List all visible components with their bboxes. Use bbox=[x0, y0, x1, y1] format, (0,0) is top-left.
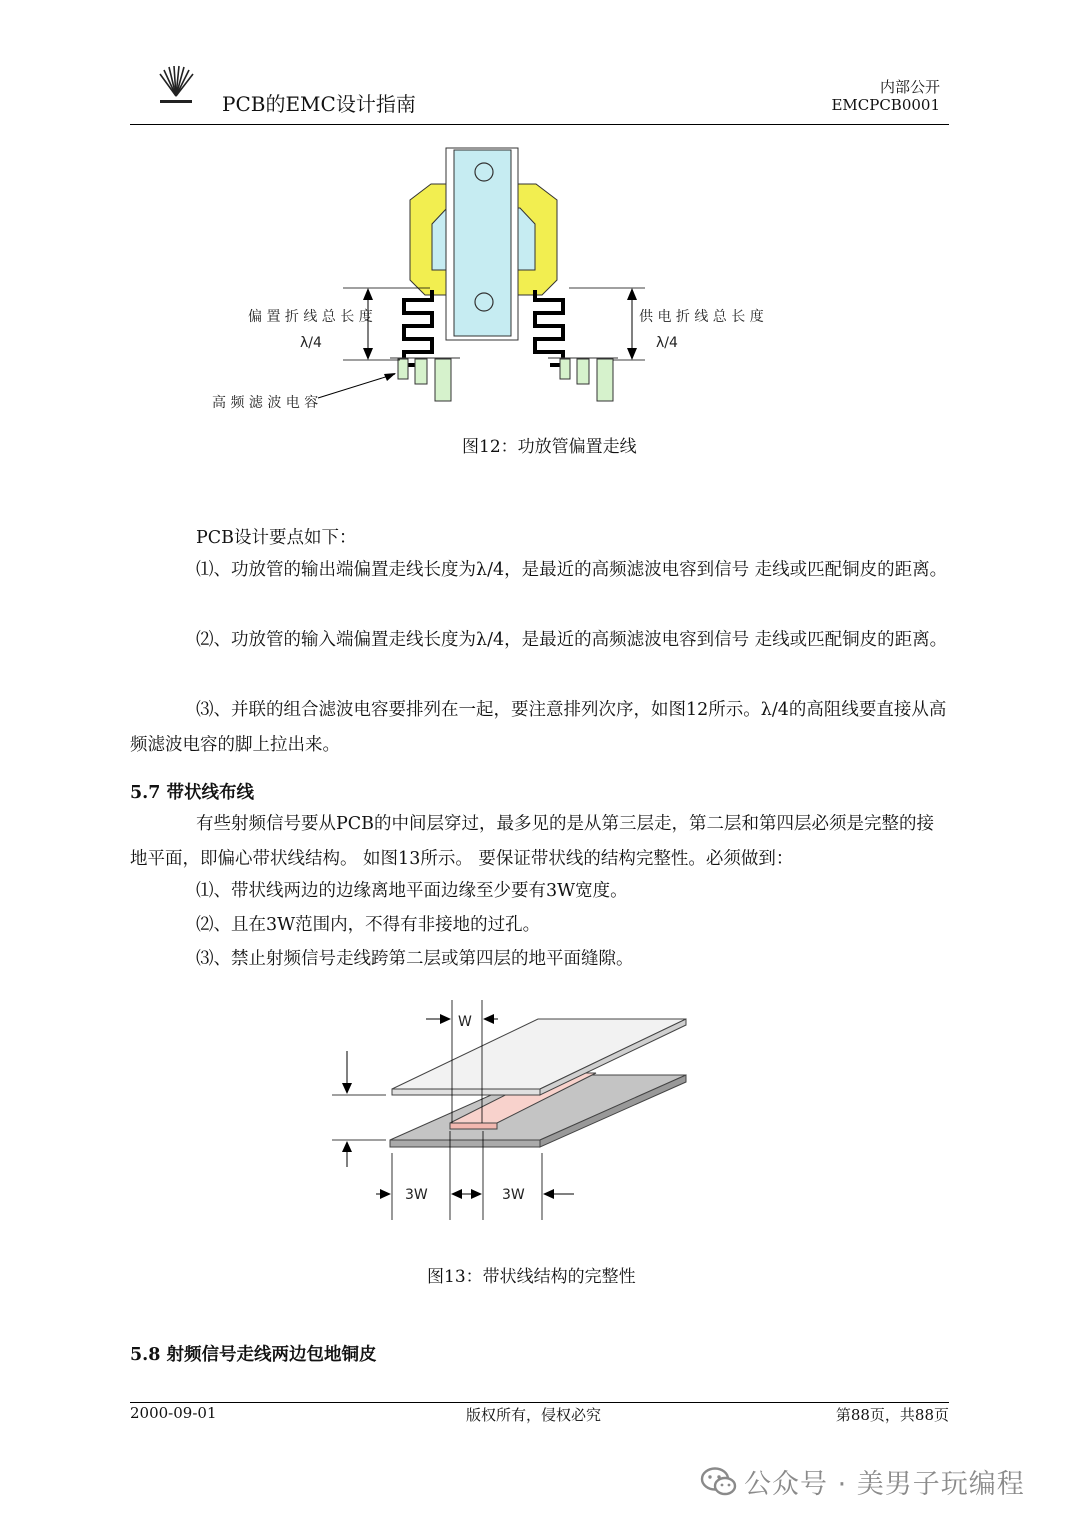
watermark-text: 公众号 · 美男子玩编程 bbox=[744, 1469, 1025, 1500]
section-5-7-heading: 5.7 带状线布线 bbox=[130, 783, 255, 803]
figure-12-caption: 图12：功放管偏置走线 bbox=[462, 437, 637, 457]
bias-length-label: 偏 置 折 线 总 长 度 bbox=[248, 309, 373, 325]
3w-left-label: 3W bbox=[405, 1187, 428, 1203]
section-5-7-point-1: ⑴、带状线两边的边缘离地平面边缘至少要有3W宽度。 bbox=[196, 881, 628, 901]
supply-meander-trace bbox=[535, 290, 563, 365]
figure-13-caption: 图13：带状线结构的完整性 bbox=[427, 1267, 636, 1287]
point-3: ⑶、并联的组合滤波电容要排列在一起，要注意排列次序，如图12所示。λ/4的高阻线要直接从高频滤波电容的脚上拉出来。 bbox=[130, 700, 947, 755]
document-code: EMCPCB0001 bbox=[831, 96, 940, 114]
wechat-icon bbox=[700, 1466, 738, 1498]
bias-meander-trace bbox=[404, 290, 432, 365]
section-5-7-text: 有些射频信号要从PCB的中间层穿过，最多见的是从第三层走，第二层和第四层必须是完整的接地平面，即偏心带状线结构。 如图13所示。 要保证带状线的结构完整性。必须做到： bbox=[130, 814, 935, 869]
supply-lambda-label: λ/4 bbox=[656, 335, 678, 351]
section-5-7-point-3: ⑶、禁止射频信号走线跨第二层或第四层的地平面缝隙。 bbox=[196, 949, 634, 969]
point-2: ⑵、功放管的输入端偏置走线长度为λ/4，是最近的高频滤波电容到信号 走线或匹配铜皮的距离。 bbox=[196, 630, 948, 650]
figure-12-diagram bbox=[200, 140, 820, 415]
header-divider bbox=[130, 124, 949, 125]
classification-label: 内部公开 bbox=[879, 78, 940, 96]
bias-lambda-label: λ/4 bbox=[300, 335, 322, 351]
3w-right-label: 3W bbox=[502, 1187, 525, 1203]
supply-length-label: 供 电 折 线 总 长 度 bbox=[639, 309, 764, 325]
footer-divider bbox=[130, 1402, 949, 1403]
footer-date: 2000-09-01 bbox=[130, 1404, 217, 1422]
point-1: ⑴、功放管的输出端偏置走线长度为λ/4，是最近的高频滤波电容到信号 走线或匹配铜皮的距离。 bbox=[196, 560, 948, 580]
hf-cap-2 bbox=[415, 359, 427, 384]
footer-page-number: 第88页，共88页 bbox=[835, 1406, 949, 1424]
transistor-body bbox=[454, 150, 511, 336]
footer-copyright: 版权所有，侵权必究 bbox=[466, 1406, 602, 1424]
document-title: PCB的EMC设计指南 bbox=[222, 92, 416, 116]
company-logo bbox=[152, 62, 200, 110]
hf-cap-4 bbox=[560, 359, 570, 379]
hf-cap-6 bbox=[597, 359, 613, 401]
hf-cap-label: 高 频 滤 波 电 容 bbox=[212, 395, 319, 411]
intro-text: PCB设计要点如下： bbox=[196, 528, 357, 548]
section-5-8-heading: 5.8 射频信号走线两边包地铜皮 bbox=[130, 1345, 377, 1365]
w-label: W bbox=[458, 1014, 472, 1030]
figure-13-diagram bbox=[320, 995, 700, 1230]
hf-cap-3 bbox=[435, 359, 451, 401]
hf-cap-1 bbox=[398, 359, 408, 379]
section-5-7-point-2: ⑵、且在3W范围内，不得有非接地的过孔。 bbox=[196, 915, 541, 935]
hf-cap-5 bbox=[577, 359, 589, 384]
